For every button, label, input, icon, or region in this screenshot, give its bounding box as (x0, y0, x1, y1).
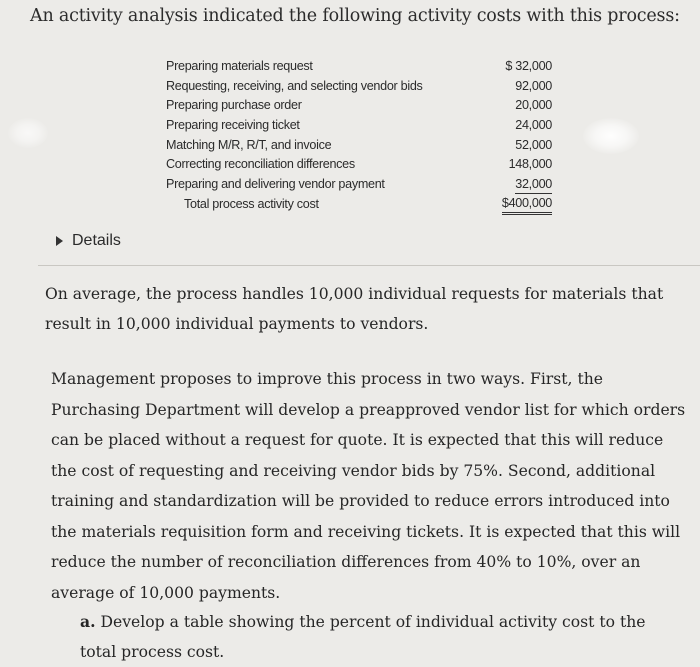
activity-label: Preparing materials request (166, 59, 313, 73)
question-text: Develop a table showing the percent of individual activity cost to the total process cost. (80, 613, 646, 661)
activity-amount: $ 32,000 (505, 59, 552, 73)
screen-glare (583, 118, 639, 154)
activity-amount: 52,000 (515, 137, 552, 152)
question-a (80, 607, 680, 667)
intro-text: An activity analysis indicated the following activity costs with this process: (30, 6, 680, 26)
activity-row (164, 96, 554, 116)
activity-row (164, 77, 554, 97)
activity-cost-table (164, 57, 554, 215)
activity-row (164, 155, 554, 175)
activity-row (164, 175, 554, 195)
activity-amount: 20,000 (515, 98, 552, 113)
activity-label: Preparing and delivering vendor payment (166, 177, 385, 192)
details-toggle[interactable] (56, 232, 121, 250)
expand-triangle-icon (56, 236, 63, 246)
activity-row (164, 116, 554, 136)
activity-row (164, 136, 554, 156)
section-divider (38, 265, 700, 266)
volume-paragraph: On average, the process handles 10,000 individual requests for materials that result in 10,000 individual payments to vendors. (45, 285, 664, 333)
activity-label: Requesting, receiving, and selecting vendor bids (166, 78, 423, 93)
total-amount: $400,000 (502, 195, 552, 215)
activity-amount: 24,000 (515, 118, 552, 133)
activity-label: Preparing receiving ticket (166, 118, 300, 133)
activity-row (164, 57, 554, 77)
activity-label: Preparing purchase order (166, 98, 302, 113)
screen-glare (8, 118, 48, 148)
total-label: Total process activity cost (184, 196, 319, 211)
total-row (164, 195, 554, 215)
proposal-paragraph: Management proposes to improve this process in two ways. First, the Purchasing Department will develop a preapproved vendor list for which orders can be placed without a request for quote. It is expected that this will reduce the cost of requesting and receiving vendor bids by 75%. Second, additional training and standardization will be provided to reduce errors introduced into the materials requisition form and receiving tickets. It is expected that this will reduce the number of reconciliation differences from 40% to 10%, over an average of 10,000 payments. (51, 370, 686, 602)
activity-label: Correcting reconciliation differences (166, 157, 355, 172)
activity-amount: 32,000 (515, 176, 552, 194)
activity-label: Matching M/R, R/T, and invoice (166, 137, 332, 152)
question-label: a. (80, 612, 96, 631)
activity-amount: 92,000 (515, 78, 552, 93)
details-label: Details (72, 232, 121, 249)
activity-amount: 148,000 (508, 157, 552, 172)
